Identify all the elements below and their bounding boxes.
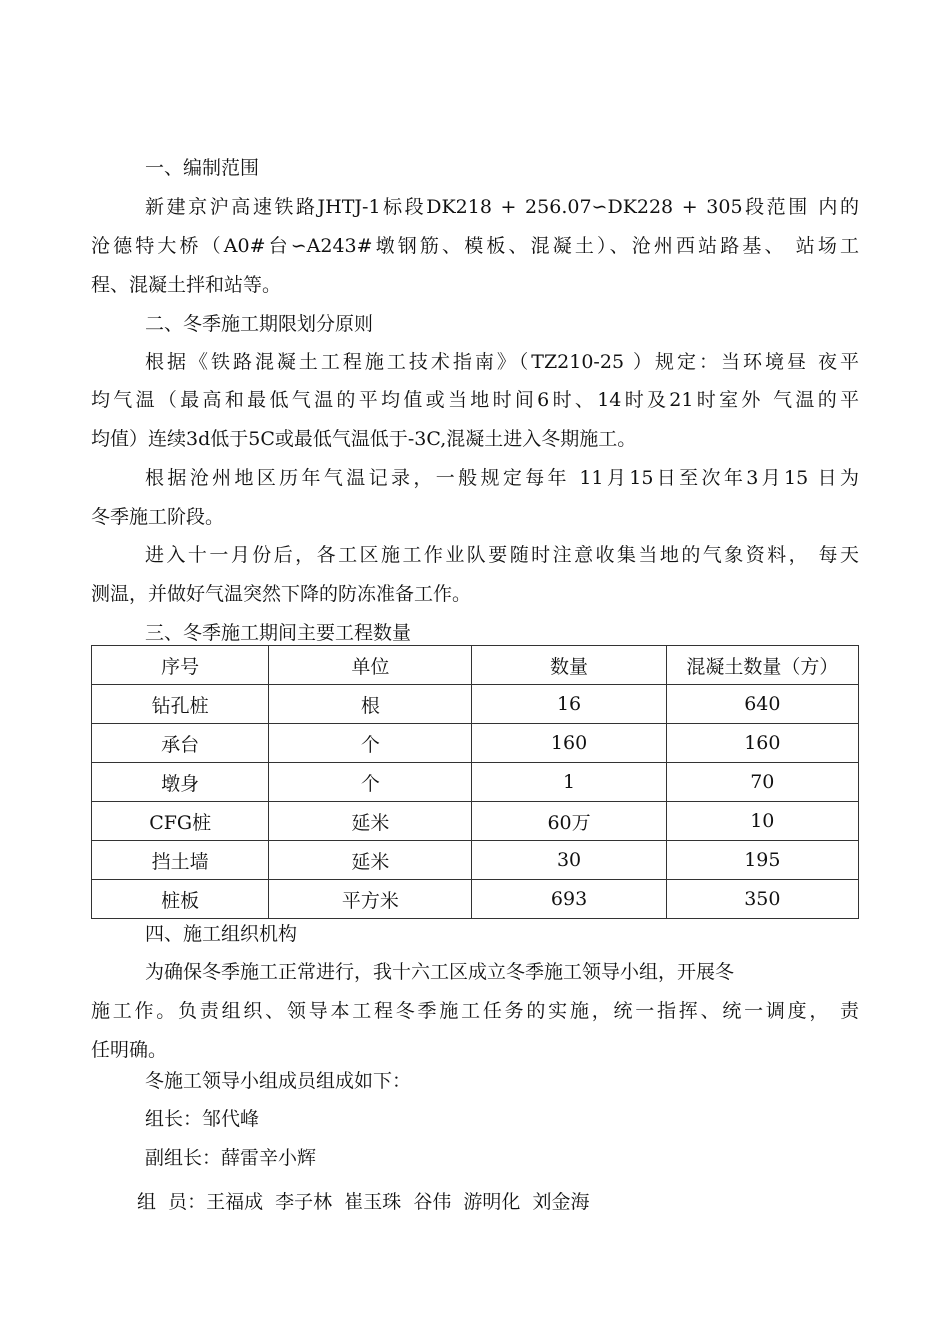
table-cell: 60万 (472, 802, 666, 841)
table-cell: 根 (269, 685, 472, 724)
section-4-heading: 四、施工组织机构 (145, 923, 298, 945)
table-cell: 个 (269, 724, 472, 763)
table-cell: 30 (472, 841, 666, 880)
paragraph-line: 冬季施工阶段。 (91, 506, 225, 528)
table-cell: CFG桩 (92, 802, 269, 841)
paragraph-line: 为确保冬季施工正常进行，我十六工区成立冬季施工领导小组，开展冬 (145, 961, 735, 983)
table-cell: 延米 (269, 802, 472, 841)
paragraph-line: 测温，并做好气温突然下降的防冻准备工作。 (91, 583, 472, 605)
leader-line: 组长：邹代峰 (145, 1108, 260, 1130)
table-cell: 195 (666, 841, 858, 880)
table-cell: 挡土墙 (92, 841, 269, 880)
members-intro: 冬施工领导小组成员组成如下： (145, 1070, 412, 1092)
table-row (92, 841, 859, 880)
paragraph-line: 根据《铁路混凝土工程施工技术指南》（TZ210-25 ）规定：当环境昼 夜平 (145, 351, 859, 373)
table-cell: 70 (666, 763, 858, 802)
table-row (92, 802, 859, 841)
table-header-cell: 序号 (92, 646, 269, 685)
table-cell: 桩板 (92, 880, 269, 919)
table-cell: 个 (269, 763, 472, 802)
table-cell: 10 (666, 802, 858, 841)
paragraph-line: 沧德特大桥（A0#台∽A243#墩钢筋、模板、混凝土）、沧州西站路基、 站场工 (91, 235, 859, 257)
table-cell: 693 (472, 880, 666, 919)
paragraph-line: 新建京沪高速铁路JHTJ-1标段DK218 + 256.07∽DK228 + 305段范围 内的 (145, 196, 859, 218)
table-header-cell: 数量 (472, 646, 666, 685)
paragraph-line: 进入十一月份后，各工区施工作业队要随时注意收集当地的气象资料， 每天 (145, 544, 859, 566)
table-row (92, 763, 859, 802)
table-cell: 16 (472, 685, 666, 724)
table-cell: 承台 (92, 724, 269, 763)
paragraph-line: 程、混凝土拌和站等。 (91, 274, 282, 296)
table-header-cell: 单位 (269, 646, 472, 685)
table-cell: 160 (472, 724, 666, 763)
table-header-cell: 混凝土数量（方） (666, 646, 858, 685)
table-cell: 墩身 (92, 763, 269, 802)
paragraph-line: 施工作。负责组织、领导本工程冬季施工任务的实施，统一指挥、统一调度， 责 (91, 1000, 859, 1022)
section-3-heading: 三、冬季施工期间主要工程数量 (145, 622, 412, 644)
paragraph-line: 均值）连续3d低于5C或最低气温低于-3C,混凝土进入冬期施工。 (91, 428, 637, 450)
table-row (92, 685, 859, 724)
deputy-line: 副组长：薛雷辛小辉 (145, 1147, 317, 1169)
table-cell: 平方米 (269, 880, 472, 919)
table-cell: 160 (666, 724, 858, 763)
table-row (92, 724, 859, 763)
paragraph-line: 任明确。 (91, 1039, 168, 1061)
paragraph-line: 均气温（最高和最低气温的平均值或当地时间6时、14时及21时室外 气温的平 (91, 389, 859, 411)
table-header-row (92, 646, 859, 685)
members-line: 组 员：王福成 李子林 崔玉珠 谷伟 游明化 刘金海 (137, 1191, 590, 1213)
table-cell: 350 (666, 880, 858, 919)
table-row (92, 880, 859, 919)
section-1-heading: 一、编制范围 (145, 157, 260, 179)
section-2-heading: 二、冬季施工期限划分原则 (145, 313, 374, 335)
paragraph-line: 根据沧州地区历年气温记录，一般规定每年 11月15日至次年3月15 日为 (145, 467, 859, 489)
table-cell: 延米 (269, 841, 472, 880)
quantity-table (91, 645, 859, 919)
table-cell: 640 (666, 685, 858, 724)
table-cell: 1 (472, 763, 666, 802)
table-cell: 钻孔桩 (92, 685, 269, 724)
